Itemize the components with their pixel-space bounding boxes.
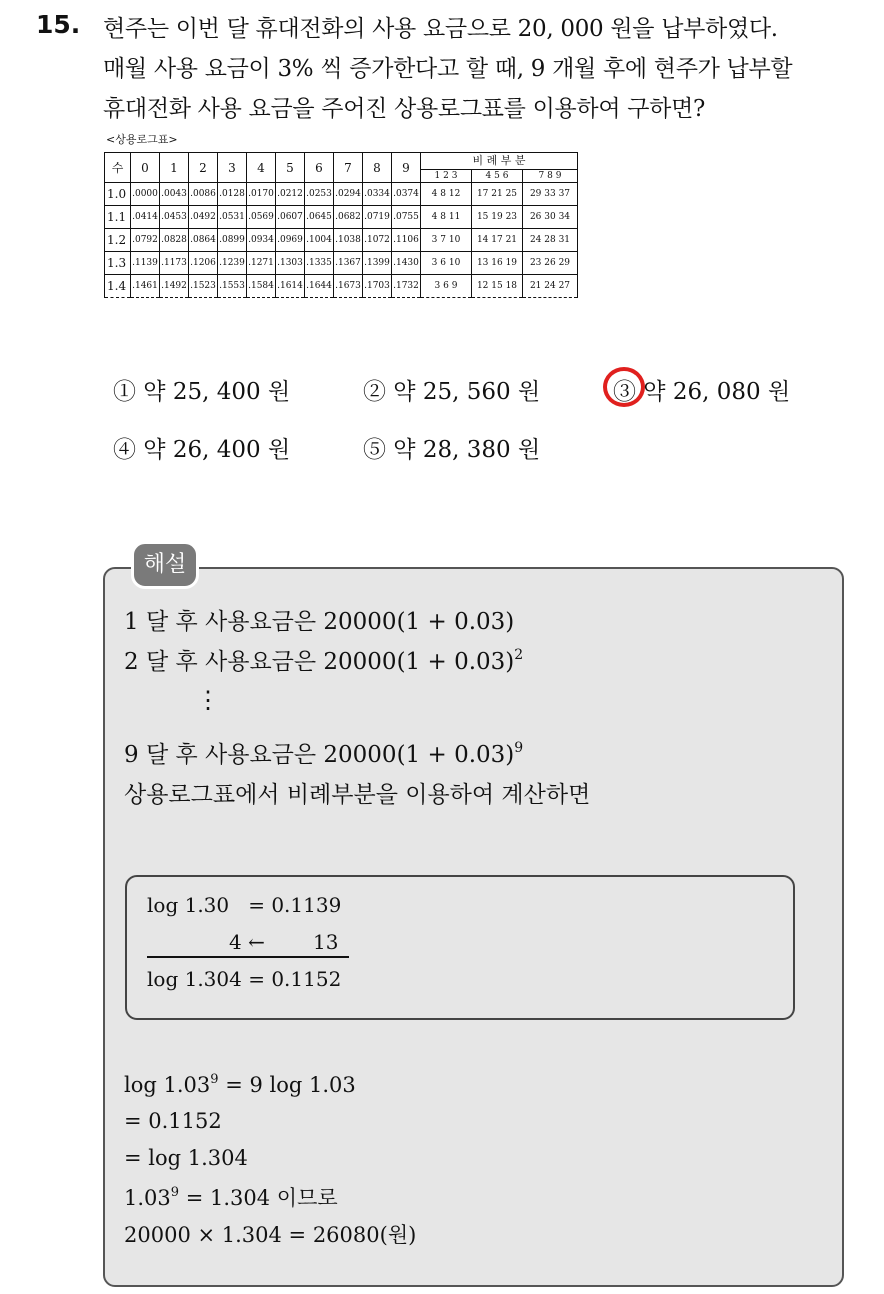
table-cell: 1.4 bbox=[105, 275, 131, 298]
option-1[interactable]: ① 약 25, 400 원 bbox=[113, 379, 291, 405]
table-cell: .0043 bbox=[160, 183, 189, 206]
table-cell: .0453 bbox=[160, 206, 189, 229]
table-cell: 15 19 23 bbox=[472, 206, 523, 229]
table-cell: 24 28 31 bbox=[523, 229, 578, 252]
line3-text: 9 달 후 사용요금은 20000(1 + 0.03) bbox=[124, 742, 515, 768]
table-row bbox=[105, 183, 578, 206]
table-cell: 13 16 19 bbox=[472, 252, 523, 275]
table-row bbox=[105, 252, 578, 275]
table-cell: 14 17 21 bbox=[472, 229, 523, 252]
line3-exponent: 9 bbox=[514, 740, 524, 756]
table-cell: .1399 bbox=[363, 252, 392, 275]
option-5[interactable]: ⑤ 약 28, 380 원 bbox=[363, 437, 541, 463]
explanation-tag: 해설 bbox=[131, 541, 199, 589]
table-cell: 4 8 11 bbox=[421, 206, 472, 229]
table-cell: .0755 bbox=[392, 206, 421, 229]
table-cell: .1430 bbox=[392, 252, 421, 275]
table-cell: .0864 bbox=[189, 229, 218, 252]
table-cell: 17 21 25 bbox=[472, 183, 523, 206]
calc1-a: log 1.03 bbox=[124, 1073, 211, 1097]
table-cell: .1703 bbox=[363, 275, 392, 298]
table-cell: .0253 bbox=[305, 183, 334, 206]
log-table-caption: <상용로그표> bbox=[106, 133, 178, 146]
table-cell: .0294 bbox=[334, 183, 363, 206]
table-cell: .1523 bbox=[189, 275, 218, 298]
proportional-title: 비 례 부 분 bbox=[421, 153, 578, 170]
table-cell: .1004 bbox=[305, 229, 334, 252]
vertical-dots: ⋮ bbox=[196, 686, 220, 714]
table-cell: 1.1 bbox=[105, 206, 131, 229]
box-line-2 bbox=[147, 930, 349, 958]
table-header-cell: 8 bbox=[363, 153, 392, 183]
table-cell: 3 7 10 bbox=[421, 229, 472, 252]
table-cell: .0934 bbox=[247, 229, 276, 252]
table-cell: 3 6 9 bbox=[421, 275, 472, 298]
question-line-1: 현주는 이번 달 휴대전화의 사용 요금으로 20, 000 원을 납부하였다. bbox=[103, 16, 778, 42]
table-cell: 12 15 18 bbox=[472, 275, 523, 298]
table-cell: 3 6 10 bbox=[421, 252, 472, 275]
table-header-cell: 1 bbox=[160, 153, 189, 183]
table-cell: .1614 bbox=[276, 275, 305, 298]
table-cell: .0086 bbox=[189, 183, 218, 206]
proportional-header: 1 2 3 bbox=[421, 170, 472, 183]
table-header-cell: 9 bbox=[392, 153, 421, 183]
table-cell: .1239 bbox=[218, 252, 247, 275]
explanation-line-2 bbox=[124, 643, 523, 676]
calc4-a: 1.03 bbox=[124, 1186, 171, 1210]
table-cell: 29 33 37 bbox=[523, 183, 578, 206]
table-cell: .1106 bbox=[392, 229, 421, 252]
table-header-cell: 2 bbox=[189, 153, 218, 183]
table-cell: .1173 bbox=[160, 252, 189, 275]
table-row bbox=[105, 229, 578, 252]
line2-text: 2 달 후 사용요금은 20000(1 + 0.03) bbox=[124, 649, 515, 675]
table-cell: .1732 bbox=[392, 275, 421, 298]
table-cell: .0899 bbox=[218, 229, 247, 252]
explanation-line-4: 상용로그표에서 비례부분을 이용하여 계산하면 bbox=[124, 782, 591, 808]
question-number: 15. bbox=[36, 10, 81, 39]
calc1-exponent: 9 bbox=[210, 1072, 219, 1087]
table-cell: 1.0 bbox=[105, 183, 131, 206]
table-cell: .0682 bbox=[334, 206, 363, 229]
table-cell: .0719 bbox=[363, 206, 392, 229]
table-cell: .0969 bbox=[276, 229, 305, 252]
table-header-cell: 6 bbox=[305, 153, 334, 183]
proportional-header: 4 5 6 bbox=[472, 170, 523, 183]
table-header-cell: 7 bbox=[334, 153, 363, 183]
table-cell: 21 24 27 bbox=[523, 275, 578, 298]
table-cell: .1644 bbox=[305, 275, 334, 298]
explanation-line-1: 1 달 후 사용요금은 20000(1 + 0.03) bbox=[124, 609, 515, 635]
table-cell: .1673 bbox=[334, 275, 363, 298]
calc4-b: = 1.304 이므로 bbox=[179, 1186, 338, 1210]
table-cell: .1584 bbox=[247, 275, 276, 298]
log-table-body bbox=[105, 183, 578, 298]
table-cell: 26 30 34 bbox=[523, 206, 578, 229]
table-header-cell: 4 bbox=[247, 153, 276, 183]
table-cell: 1.2 bbox=[105, 229, 131, 252]
table-cell: .0569 bbox=[247, 206, 276, 229]
line2-exponent: 2 bbox=[514, 647, 524, 663]
proportional-header: 7 8 9 bbox=[523, 170, 578, 183]
table-cell: .0645 bbox=[305, 206, 334, 229]
table-cell: .0414 bbox=[131, 206, 160, 229]
table-cell: .0128 bbox=[218, 183, 247, 206]
table-cell: .1038 bbox=[334, 229, 363, 252]
calc-line-2: = 0.1152 bbox=[124, 1109, 222, 1133]
calc-line-5: 20000 × 1.304 = 26080(원) bbox=[124, 1223, 417, 1247]
table-cell: .1072 bbox=[363, 229, 392, 252]
calc-line-4 bbox=[124, 1182, 338, 1212]
table-cell: .1139 bbox=[131, 252, 160, 275]
option-2[interactable]: ② 약 25, 560 원 bbox=[363, 379, 541, 405]
box-diff-right: 13 bbox=[313, 930, 339, 954]
box-line-3: log 1.304 = 0.1152 bbox=[147, 967, 342, 991]
calc1-b: = 9 log 1.03 bbox=[218, 1073, 356, 1097]
option-3[interactable]: ③ 약 26, 080 원 bbox=[613, 379, 791, 405]
option-4[interactable]: ④ 약 26, 400 원 bbox=[113, 437, 291, 463]
table-cell: .1335 bbox=[305, 252, 334, 275]
table-cell: .0792 bbox=[131, 229, 160, 252]
table-row bbox=[105, 206, 578, 229]
question-line-2: 매월 사용 요금이 3% 씩 증가한다고 할 때, 9 개월 후에 현주가 납부할 bbox=[103, 56, 793, 82]
table-cell: .1271 bbox=[247, 252, 276, 275]
table-cell: .0492 bbox=[189, 206, 218, 229]
calc4-exponent: 9 bbox=[170, 1185, 180, 1200]
table-cell: .1303 bbox=[276, 252, 305, 275]
box-diff-left: 4 ← bbox=[229, 930, 265, 954]
calc-line-1 bbox=[124, 1072, 356, 1097]
table-cell: .0828 bbox=[160, 229, 189, 252]
table-cell: .1206 bbox=[189, 252, 218, 275]
log-table bbox=[104, 152, 578, 298]
table-cell: 23 26 29 bbox=[523, 252, 578, 275]
table-cell: 1.3 bbox=[105, 252, 131, 275]
table-cell: .0374 bbox=[392, 183, 421, 206]
table-cell: .1461 bbox=[131, 275, 160, 298]
box-line-1: log 1.30 = 0.1139 bbox=[147, 893, 342, 917]
table-cell: .0334 bbox=[363, 183, 392, 206]
calc-line-3: = log 1.304 bbox=[124, 1146, 248, 1170]
table-cell: .0531 bbox=[218, 206, 247, 229]
table-cell: .0000 bbox=[131, 183, 160, 206]
table-cell: .0607 bbox=[276, 206, 305, 229]
table-header-cell: 5 bbox=[276, 153, 305, 183]
table-header-cell: 수 bbox=[105, 153, 131, 183]
explanation-line-3 bbox=[124, 736, 523, 769]
table-header-cell: 3 bbox=[218, 153, 247, 183]
table-cell: .1367 bbox=[334, 252, 363, 275]
table-cell: .0212 bbox=[276, 183, 305, 206]
table-row bbox=[105, 275, 578, 298]
table-header-cell: 0 bbox=[131, 153, 160, 183]
table-cell: .0170 bbox=[247, 183, 276, 206]
table-cell: 4 8 12 bbox=[421, 183, 472, 206]
table-cell: .1553 bbox=[218, 275, 247, 298]
question-line-3: 휴대전화 사용 요금을 주어진 상용로그표를 이용하여 구하면? bbox=[103, 96, 706, 122]
table-cell: .1492 bbox=[160, 275, 189, 298]
